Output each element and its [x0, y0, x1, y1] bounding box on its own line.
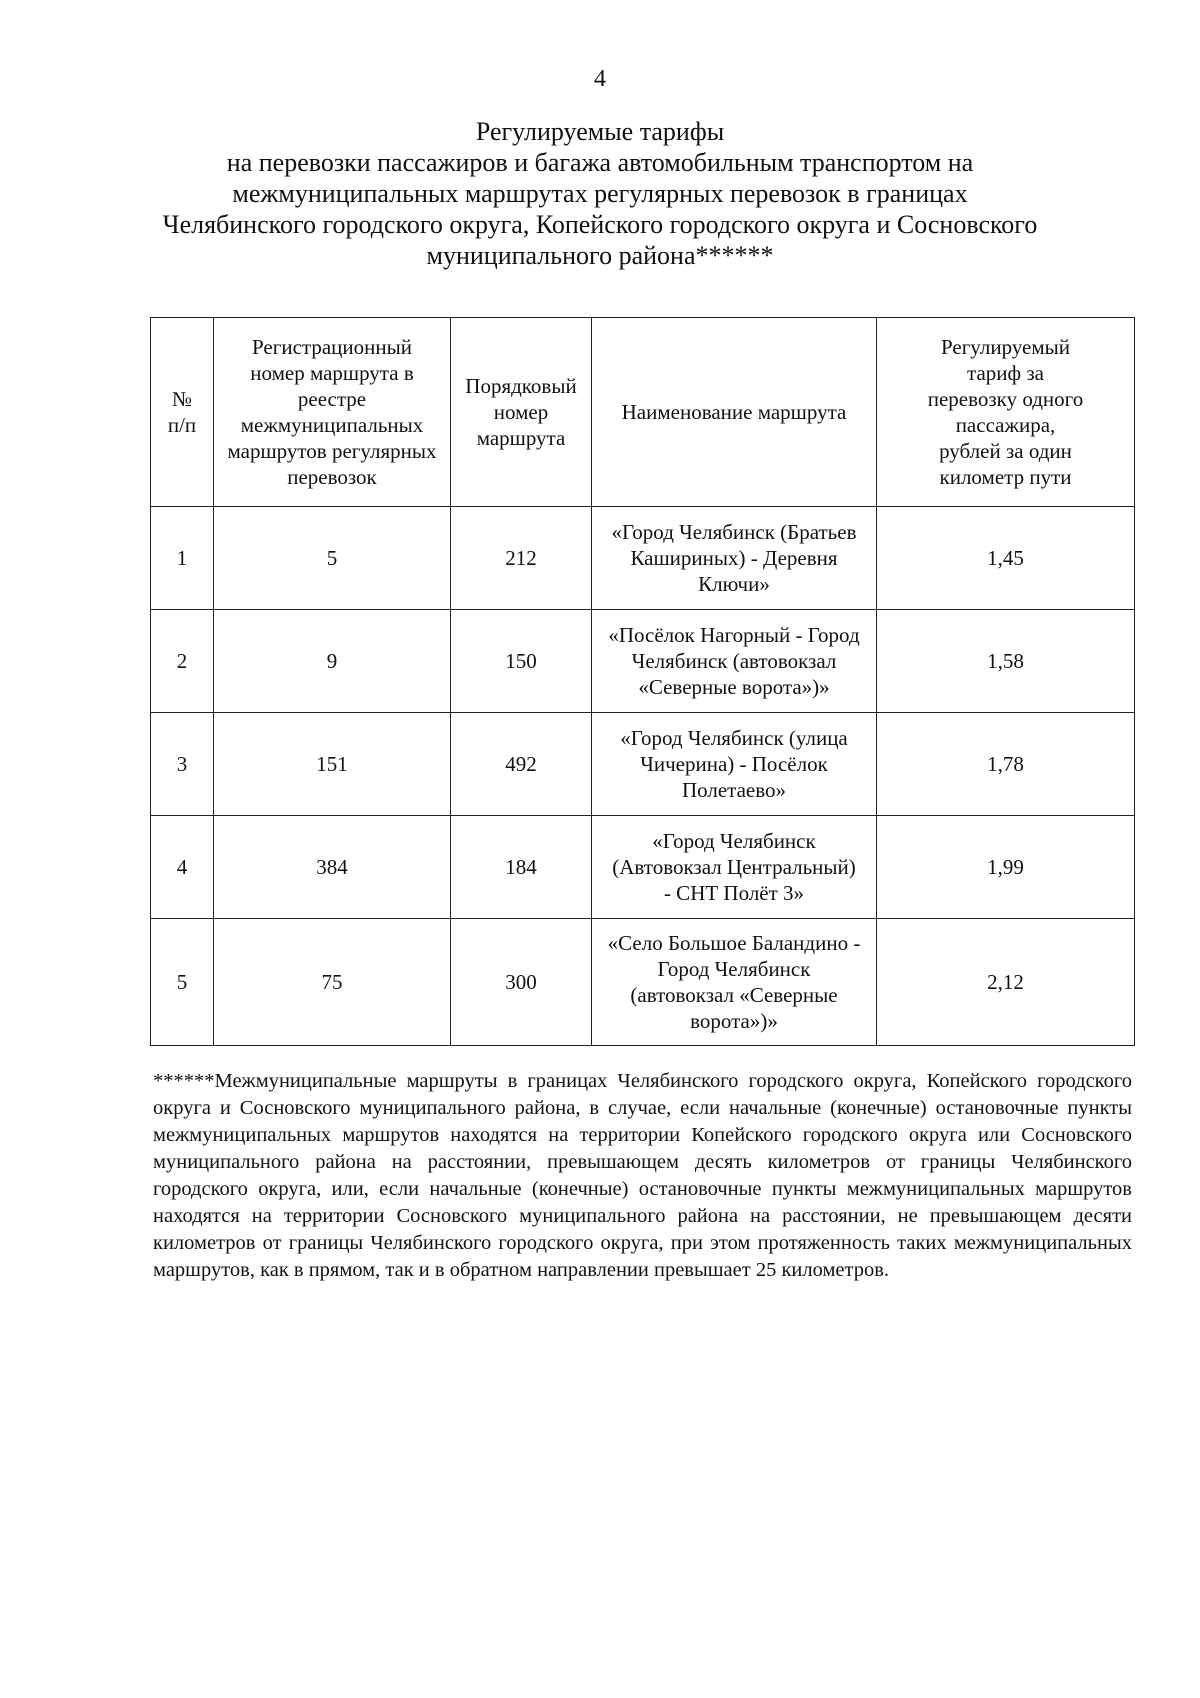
cell-row-number: 1 — [151, 507, 214, 610]
cell-row-number: 3 — [151, 713, 214, 816]
title-line: Регулируемые тарифы — [475, 117, 725, 146]
page-number: 4 — [594, 66, 606, 92]
footnote: ******Межмуниципальные маршруты в границах Челябинского городского округа, Копейского городского округа и Сосновского муниципального района, в случае, если начальные (конечные) остановочные пункты межмуниципальных маршрутов находятся на территории Копейского городского округа или Сосновского муниципального района на расстоянии, превышающем десять километров от границы Челябинского городского округа, или, если начальные (конечные) остановочные пункты межмуниципальных маршрутов находятся на территории Сосновского муниципального района на расстоянии, не превышающем десяти километров от границы Челябинского городского округа, при этом протяженность таких межмуниципальных маршрутов, как в прямом, так и в обратном направлении превышает 25 километров. — [153, 1070, 1132, 1281]
cell-registration-number: 384 — [214, 816, 451, 919]
title-line: на перевозки пассажиров и багажа автомобильным транспортом на — [226, 148, 974, 177]
cell-serial-number: 150 — [451, 610, 592, 713]
cell-tariff: 1,45 — [877, 507, 1135, 610]
cell-tariff: 1,58 — [877, 610, 1135, 713]
cell-registration-number: 151 — [214, 713, 451, 816]
title-line: муниципального района****** — [426, 241, 774, 270]
cell-row-number: 5 — [151, 919, 214, 1046]
cell-route-name: «Посёлок Нагорный - Город Челябинск (автовокзал «Северные ворота»)» — [592, 610, 877, 713]
cell-tariff: 2,12 — [877, 919, 1135, 1046]
header-registration-number: Регистрационный номер маршрута в реестре межмуниципальных маршрутов регулярных перевозок — [214, 318, 451, 507]
cell-tariff: 1,78 — [877, 713, 1135, 816]
cell-serial-number: 212 — [451, 507, 592, 610]
table-row — [151, 507, 1135, 610]
table-row — [151, 713, 1135, 816]
tariff-table — [150, 317, 1135, 1046]
cell-route-name: «Город Челябинск (Братьев Кашириных) - Деревня Ключи» — [592, 507, 877, 610]
header-serial-number: Порядковый номер маршрута — [451, 318, 592, 507]
cell-serial-number: 492 — [451, 713, 592, 816]
title-line: Челябинского городского округа, Копейского городского округа и Сосновского — [162, 210, 1038, 239]
table-header-row — [151, 318, 1135, 507]
document-title — [130, 116, 1070, 271]
header-tariff: Регулируемый тариф за перевозку одного пассажира, рублей за один километр пути — [877, 318, 1135, 507]
cell-tariff: 1,99 — [877, 816, 1135, 919]
cell-serial-number: 184 — [451, 816, 592, 919]
cell-route-name: «Город Челябинск (Автовокзал Центральный) - СНТ Полёт 3» — [592, 816, 877, 919]
cell-registration-number: 9 — [214, 610, 451, 713]
cell-row-number: 4 — [151, 816, 214, 919]
cell-route-name: «Город Челябинск (улица Чичерина) - Посёлок Полетаево» — [592, 713, 877, 816]
cell-registration-number: 5 — [214, 507, 451, 610]
table-row — [151, 610, 1135, 713]
cell-route-name: «Село Большое Баландино - Город Челябинск (автовокзал «Северные ворота»)» — [592, 919, 877, 1046]
title-line: межмуниципальных маршрутах регулярных перевозок в границах — [232, 179, 968, 208]
cell-serial-number: 300 — [451, 919, 592, 1046]
cell-registration-number: 75 — [214, 919, 451, 1046]
table-row — [151, 816, 1135, 919]
header-row-number: № п/п — [151, 318, 214, 507]
table-row — [151, 919, 1135, 1046]
cell-row-number: 2 — [151, 610, 214, 713]
header-route-name: Наименование маршрута — [592, 318, 877, 507]
